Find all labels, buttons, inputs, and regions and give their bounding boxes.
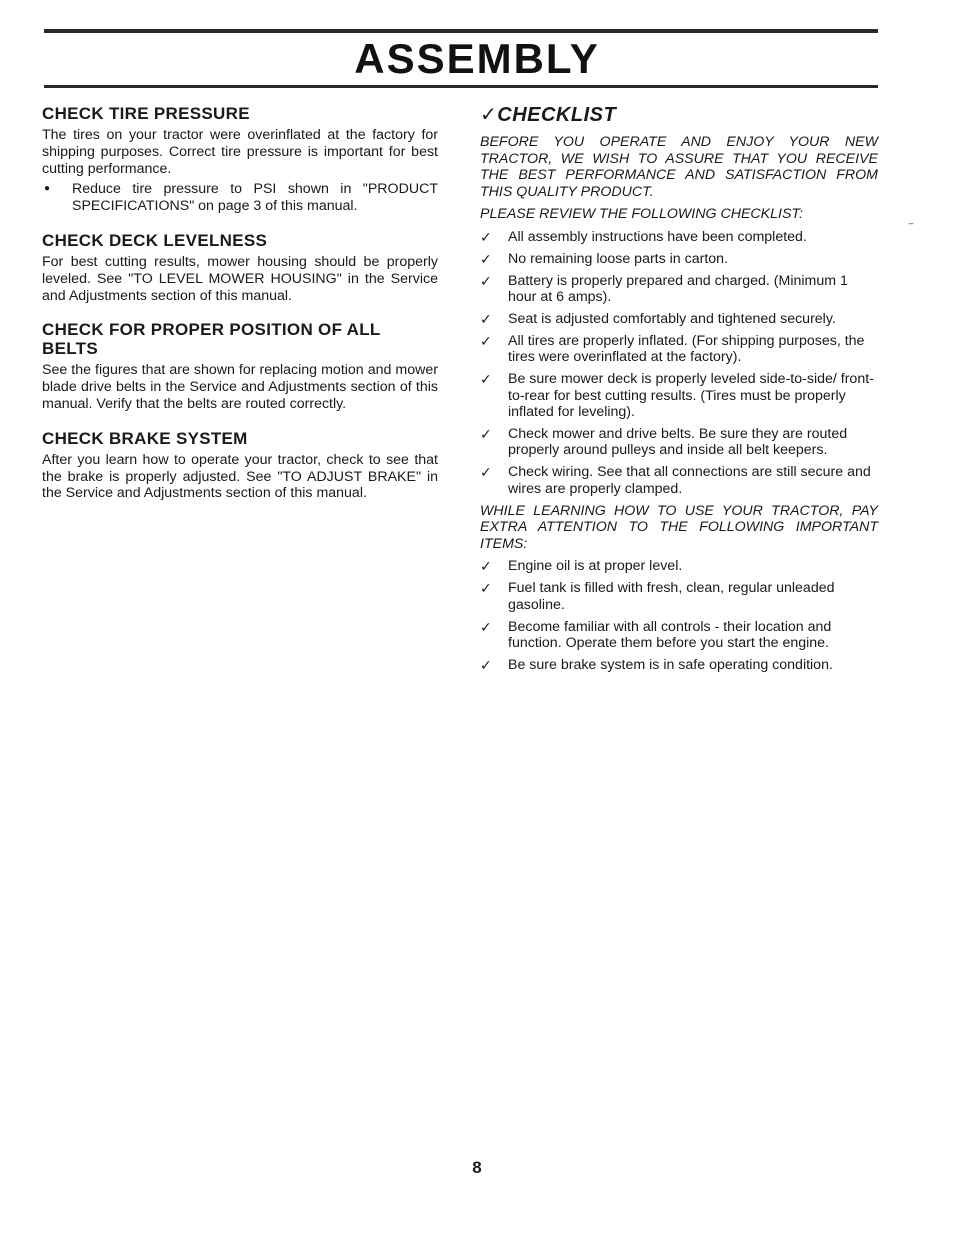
- check-mark-icon: ✓: [480, 371, 492, 388]
- checklist-item: [480, 464, 878, 497]
- check-mark-icon: ✓: [480, 228, 492, 245]
- checklist-item-text: All assembly instructions have been completed.: [508, 228, 807, 245]
- checklist-item-text: Check wiring. See that all connections are still secure and wires are properly clamped.: [508, 464, 871, 497]
- section-heading: CHECK DECK LEVELNESS: [42, 230, 268, 250]
- checklist-item: [480, 580, 878, 613]
- checklist-review: PLEASE REVIEW THE FOLLOWING CHECKLIST:: [480, 206, 803, 223]
- left-column: [42, 104, 438, 518]
- check-mark-icon: ✓: [480, 618, 492, 635]
- bullet-item: [42, 181, 438, 215]
- bottom-rule: [44, 85, 878, 88]
- section-body: After you learn how to operate your tractor, check to see that the brake is properly adjusted. See "TO ADJUST BRAKE" in the Service and Adjustments section of this manual.: [42, 451, 438, 502]
- page-title: ASSEMBLY: [354, 35, 600, 82]
- checklist-item: [480, 251, 878, 267]
- checklist-item: [480, 229, 878, 245]
- section-body: The tires on your tractor were overinflated at the factory for shipping purposes. Correct tire pressure is important for best cutting performance.: [42, 127, 438, 177]
- right-column: [480, 104, 878, 679]
- section-deck-levelness: [42, 231, 438, 304]
- checklist-before: [480, 229, 878, 497]
- section-body: For best cutting results, mower housing should be properly leveled. See "TO LEVEL MOWER HOUSING" in the Service and Adjustments section of this manual.: [42, 253, 438, 304]
- bullet-text: Reduce tire pressure to PSI shown in "PRODUCT SPECIFICATIONS" on page 3 of this manual.: [72, 181, 438, 215]
- section-brake-system: [42, 429, 438, 502]
- checklist-item-text: Engine oil is at proper level.: [508, 558, 683, 575]
- checklist-heading: ✓CHECKLIST: [480, 104, 617, 126]
- checklist-intro: BEFORE YOU OPERATE AND ENJOY YOUR NEW TRACTOR, WE WISH TO ASSURE THAT YOU RECEIVE THE BEST PERFORMANCE AND SATISFACTION FROM THIS QUALITY PRODUCT.: [480, 134, 878, 200]
- checklist-item: [480, 273, 878, 306]
- while-learning-note: WHILE LEARNING HOW TO USE YOUR TRACTOR, PAY EXTRA ATTENTION TO THE FOLLOWING IMPORTANT ITEMS:: [480, 502, 878, 552]
- checklist-item: [480, 333, 878, 366]
- check-mark-icon: ✓: [480, 272, 492, 289]
- section-heading: CHECK TIRE PRESSURE: [42, 104, 250, 123]
- checklist-after: [480, 558, 878, 673]
- checklist-item: [480, 558, 878, 574]
- checklist-item-text: Fuel tank is filled with fresh, clean, regular unleaded gasoline.: [508, 580, 835, 613]
- checklist-item-text: Be sure mower deck is properly leveled side-to-side/ front-to-rear for best cutting results. (Tires must be properly inflated for leveling).: [508, 371, 874, 421]
- check-mark-icon: ✓: [480, 311, 492, 328]
- page-number: 8: [472, 1158, 482, 1177]
- check-mark-icon: ✓: [480, 656, 492, 673]
- section-heading: CHECK BRAKE SYSTEM: [42, 428, 248, 448]
- check-mark-icon: ✓: [480, 333, 492, 349]
- check-mark-icon: ✓: [480, 464, 492, 481]
- checklist-item-text: Seat is adjusted comfortably and tightened securely.: [508, 311, 836, 328]
- check-mark-icon: ✓: [480, 250, 492, 267]
- checklist-item-text: Become familiar with all controls - their location and function. Operate them before you start the engine.: [508, 618, 832, 652]
- top-rule: [44, 29, 878, 33]
- stray-mark: ‾: [909, 222, 913, 236]
- checklist-item: [480, 657, 878, 673]
- checklist-item-text: Battery is properly prepared and charged. (Minimum 1 hour at 6 amps).: [508, 272, 848, 306]
- checklist-item: [480, 371, 878, 420]
- checklist-item: [480, 426, 878, 459]
- checklist-item-text: Be sure brake system is in safe operating condition.: [508, 656, 833, 673]
- section-heading: CHECK FOR PROPER POSITION OF ALL BELTS: [42, 320, 381, 359]
- checklist-item-text: All tires are properly inflated. (For shipping purposes, the tires were overinflated at the factory).: [508, 333, 865, 366]
- checklist-item-text: No remaining loose parts in carton.: [508, 250, 729, 267]
- checklist-item-text: Check mower and drive belts. Be sure they are routed properly around pulleys and inside all belt keepers.: [508, 426, 848, 459]
- check-mark-icon: ✓: [480, 558, 492, 575]
- checklist-item: [480, 311, 878, 327]
- checklist-item: [480, 619, 878, 652]
- section-belts: [42, 320, 438, 412]
- section-tire-pressure: [42, 104, 438, 215]
- check-mark-icon: ✓: [480, 426, 492, 443]
- check-mark-icon: ✓: [480, 580, 492, 597]
- bullet-dot-icon: ●: [44, 183, 51, 195]
- section-body: See the figures that are shown for replacing motion and mower blade drive belts in the Service and Adjustments section of this manual. Verify that the belts are routed correctly.: [42, 362, 438, 412]
